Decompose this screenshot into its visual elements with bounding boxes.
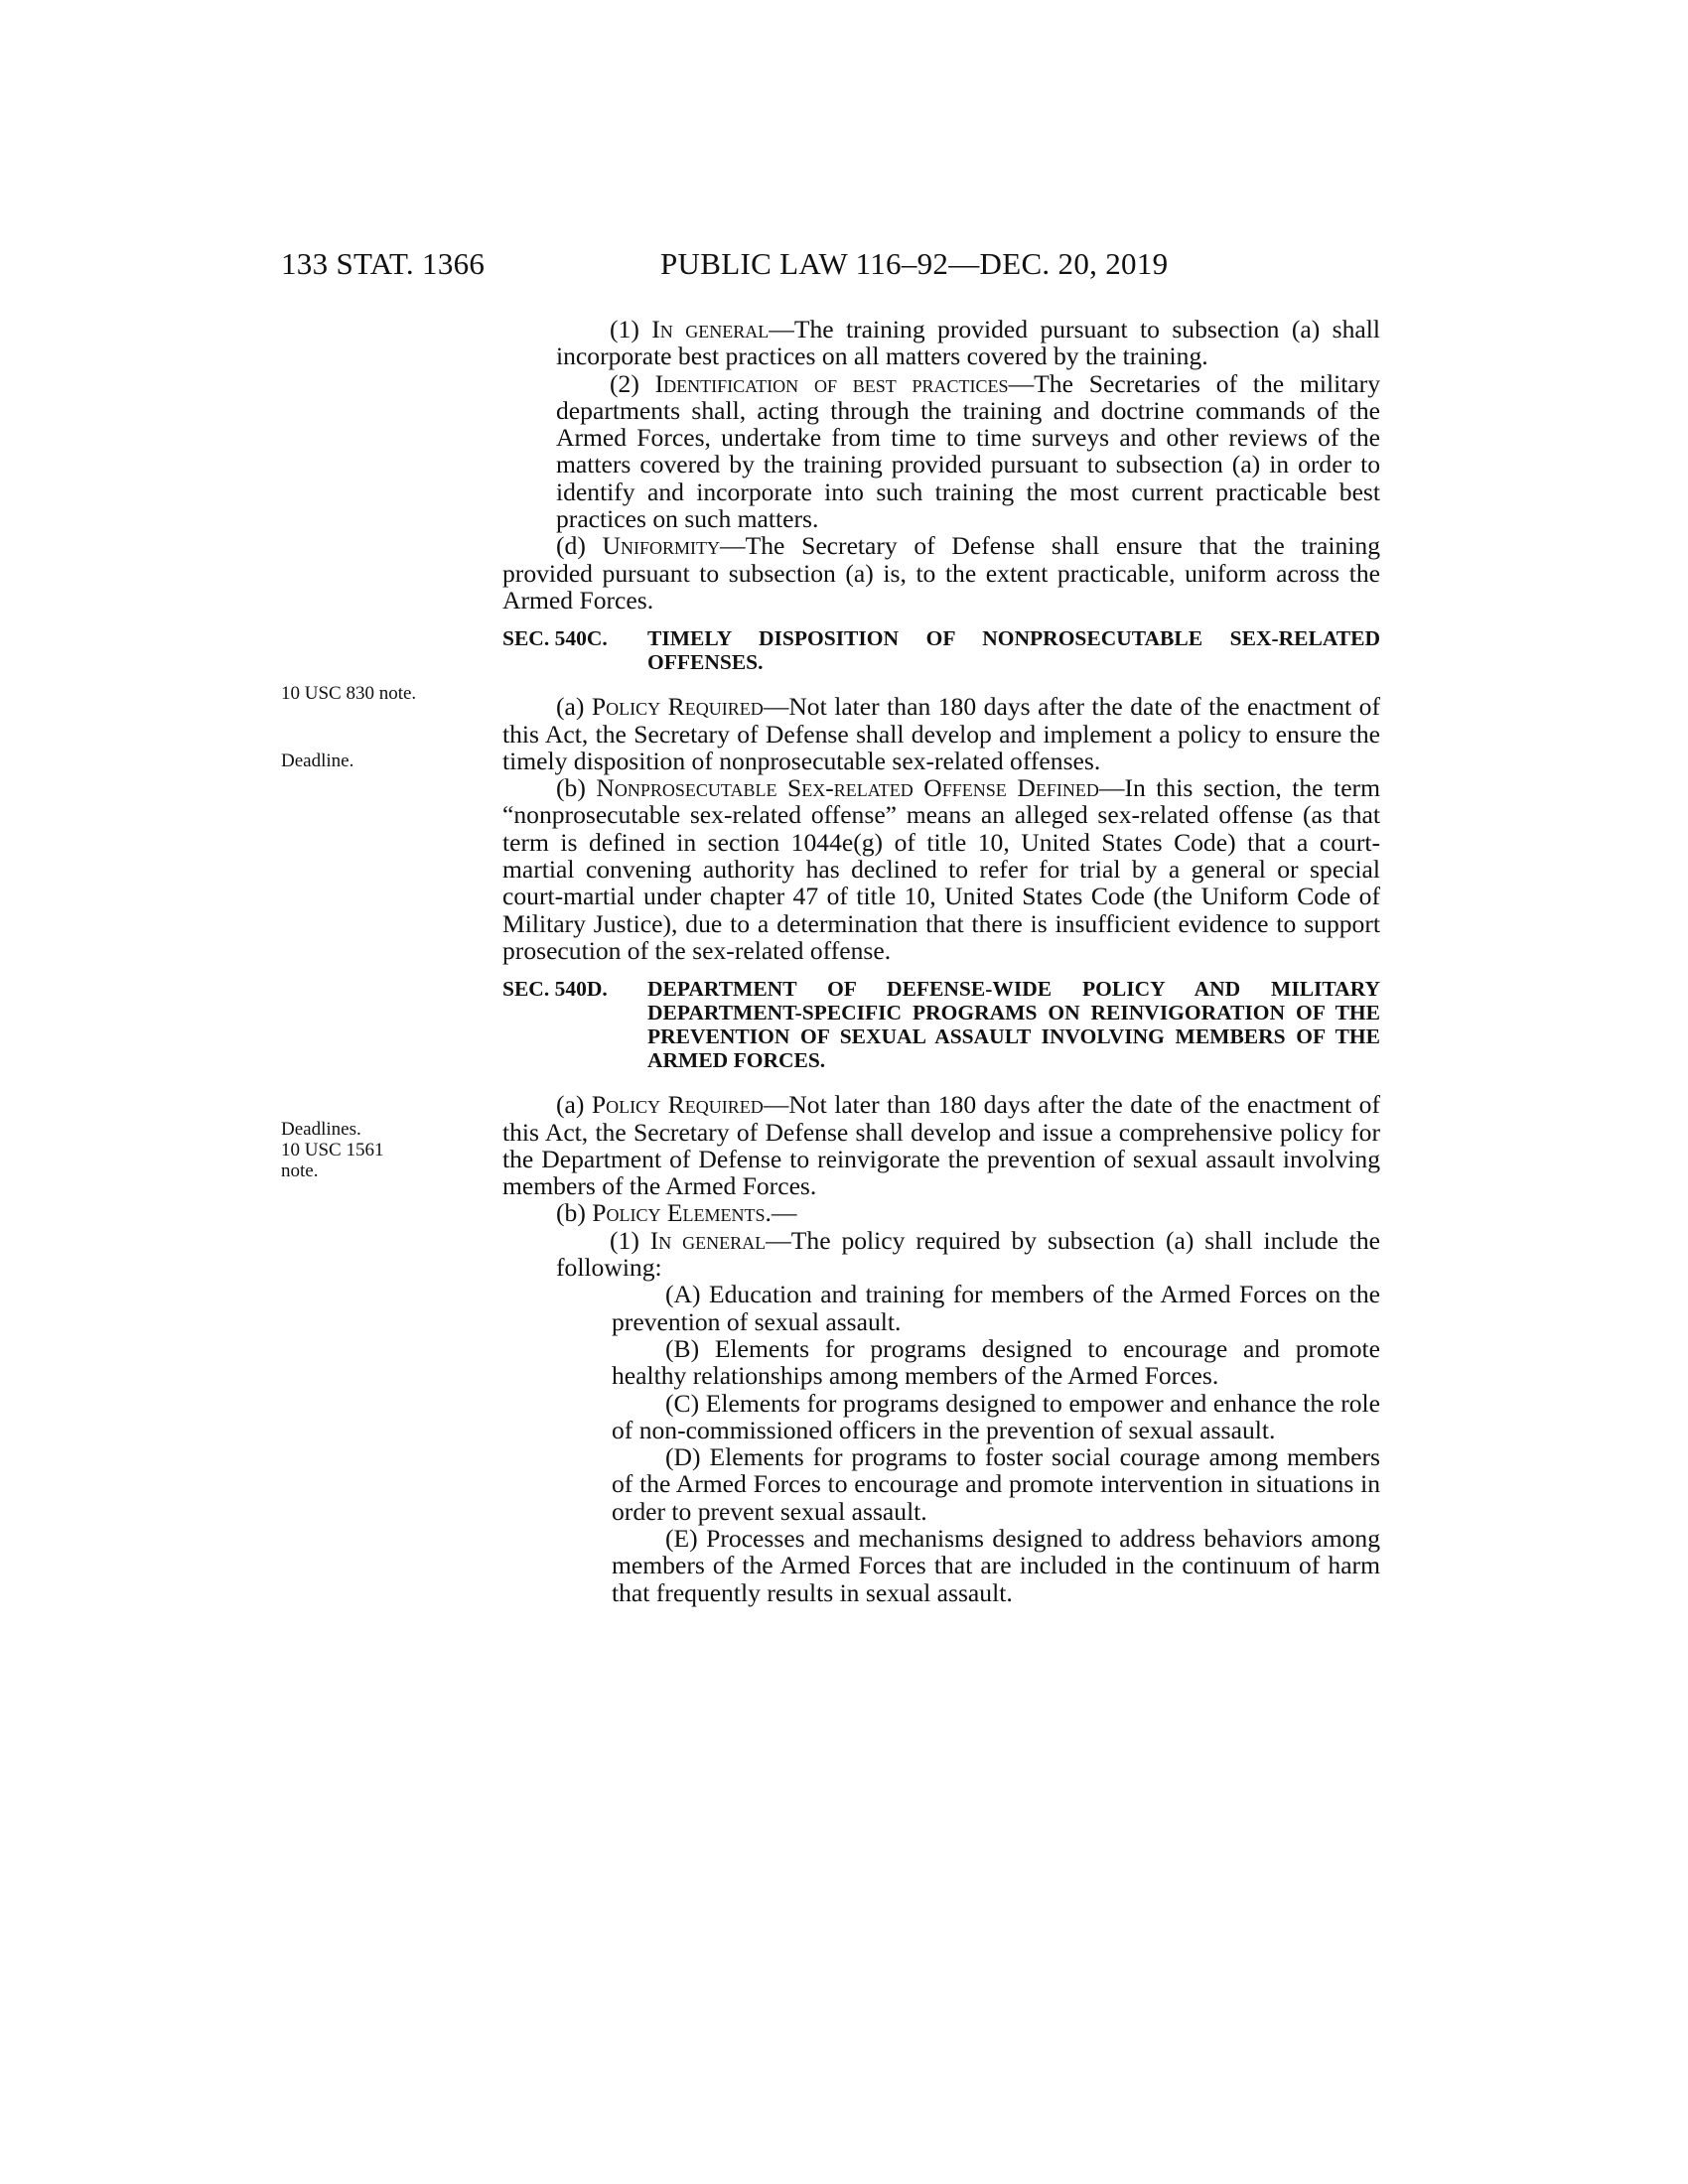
section-540c-heading <box>502 626 1380 674</box>
margin-note-deadline: Deadline. <box>281 751 354 771</box>
paragraph-text: —The policy required by subsection (a) shall include the following: <box>556 1225 1380 1283</box>
section-540d-heading <box>502 977 1380 1072</box>
subsection-label: (d) <box>556 531 586 561</box>
sec-540d-paragraph-b1 <box>502 1227 1380 1282</box>
subsection-heading: Nonprosecutable Sex-related Offense Defined <box>596 773 1099 803</box>
section-number: SEC. 540C. <box>502 626 608 651</box>
subsection-heading: Policy Required <box>591 1090 764 1120</box>
subsection-text: —Not later than 180 days after the date of the enactment of this Act, the Secretary of Defense shall develop and implement a policy to ensure the timely disposition of nonprosecutable sex-related offenses. <box>502 692 1380 775</box>
subsection-label: (a) <box>556 692 585 722</box>
margin-note-usc-830: 10 USC 830 note. <box>281 683 417 704</box>
subsection-d <box>502 532 1380 614</box>
running-head-title: PUBLIC LAW 116–92—DEC. 20, 2019 <box>660 246 1169 281</box>
paragraph-c1 <box>502 316 1380 370</box>
paragraph-label: (2) <box>610 368 639 398</box>
subsection-heading: Policy Required <box>591 692 764 722</box>
subsection-text: —Not later than 180 days after the date of the enactment of this Act, the Secretary of Defense shall develop and issue a comprehensive policy for the Department of Defense to reinvigorate the prevention of sexual assault involving members of the Armed Forces. <box>502 1090 1380 1201</box>
subsection-heading: Policy Elements <box>592 1198 766 1228</box>
paragraph-heading: Identification of best practices <box>654 368 1009 398</box>
paragraph-label: (1) <box>610 315 639 343</box>
section-number: SEC. 540D. <box>502 977 608 1002</box>
sec-540c-subsection-b <box>502 774 1380 964</box>
sec-540d-subsection-a <box>502 1091 1380 1199</box>
sec-540c-subsection-a <box>502 693 1380 774</box>
section-title: TIMELY DISPOSITION OF NONPROSECUTABLE SEX-RELATED OFFENSES. <box>647 626 1380 675</box>
margin-note-deadlines <box>281 1119 470 1181</box>
margin-note-deadlines-line: Deadlines. <box>281 1119 361 1140</box>
paragraph-text: —The Secretaries of the military departments shall, acting through the training and doctrine commands of the Armed Forces, undertake from time to time surveys and other reviews of the matters covered by the training provided pursuant to subsection (a) in order to identify and incorporate into such training the most current practicable best practices on such matters. <box>556 368 1380 534</box>
subparagraph-d: (D) Elements for programs to foster social courage among members of the Armed Forces to encourage and promote intervention in situations in order to prevent sexual assault. <box>612 1442 1380 1526</box>
paragraph-heading: In general <box>651 315 770 343</box>
subsection-heading: Uniformity <box>602 531 721 561</box>
subsection-text: .— <box>765 1198 797 1228</box>
stat-page-number: 133 STAT. 1366 <box>281 246 486 281</box>
page-header <box>0 246 1688 290</box>
subparagraph-a: (A) Education and training for members of the Armed Forces on the prevention of sexual assault. <box>612 1280 1380 1336</box>
paragraph-label: (1) <box>610 1225 639 1255</box>
section-title: DEPARTMENT OF DEFENSE-WIDE POLICY AND MILITARY DEPARTMENT-SPECIFIC PROGRAMS ON REINVIGORATION OF THE PREVENTION OF SEXUAL ASSAULT INVOLVING MEMBERS OF THE ARMED FORCES. <box>647 977 1380 1073</box>
margin-note-note-line: note. <box>281 1160 319 1181</box>
subsection-text: —The Secretary of Defense shall ensure that the training provided pursuant to subsection (a) is, to the extent practicable, uniform across the Armed Forces. <box>502 531 1380 614</box>
subparagraph-e: (E) Processes and mechanisms designed to address behaviors among members of the Armed Forces that are included in the continuum of harm that frequently results in sexual assault. <box>612 1523 1380 1607</box>
subsection-text: —In this section, the term “nonprosecutable sex-related offense” means an alleged sex-related offense (as that term is defined in section 1044e(g) of title 10, United States Code) that a court-martial convening authority has declined to refer for trial by a general or special court-martial under chapter 47 of title 10, United States Code (the Uniform Code of Military Justice), due to a determination that there is insufficient evidence to support prosecution of the sex-related offense. <box>502 773 1380 965</box>
subsection-label: (b) <box>556 1198 586 1228</box>
subparagraph-c: (C) Elements for programs designed to empower and enhance the role of non-commissioned officers in the prevention of sexual assault. <box>612 1388 1380 1444</box>
subsection-label: (b) <box>556 773 586 803</box>
statute-body <box>502 316 1380 1606</box>
paragraph-heading: In general <box>649 1225 767 1255</box>
paragraph-c2 <box>502 370 1380 533</box>
paragraph-text: —The training provided pursuant to subsection (a) shall incorporate best practices on all matters covered by the training. <box>556 315 1380 371</box>
subparagraph-b: (B) Elements for programs designed to encourage and promote healthy relationships among members of the Armed Forces. <box>612 1333 1380 1391</box>
margin-note-usc-1561-line: 10 USC 1561 <box>281 1140 384 1160</box>
sec-540d-subsection-b <box>502 1199 1380 1226</box>
subsection-label: (a) <box>556 1090 585 1120</box>
